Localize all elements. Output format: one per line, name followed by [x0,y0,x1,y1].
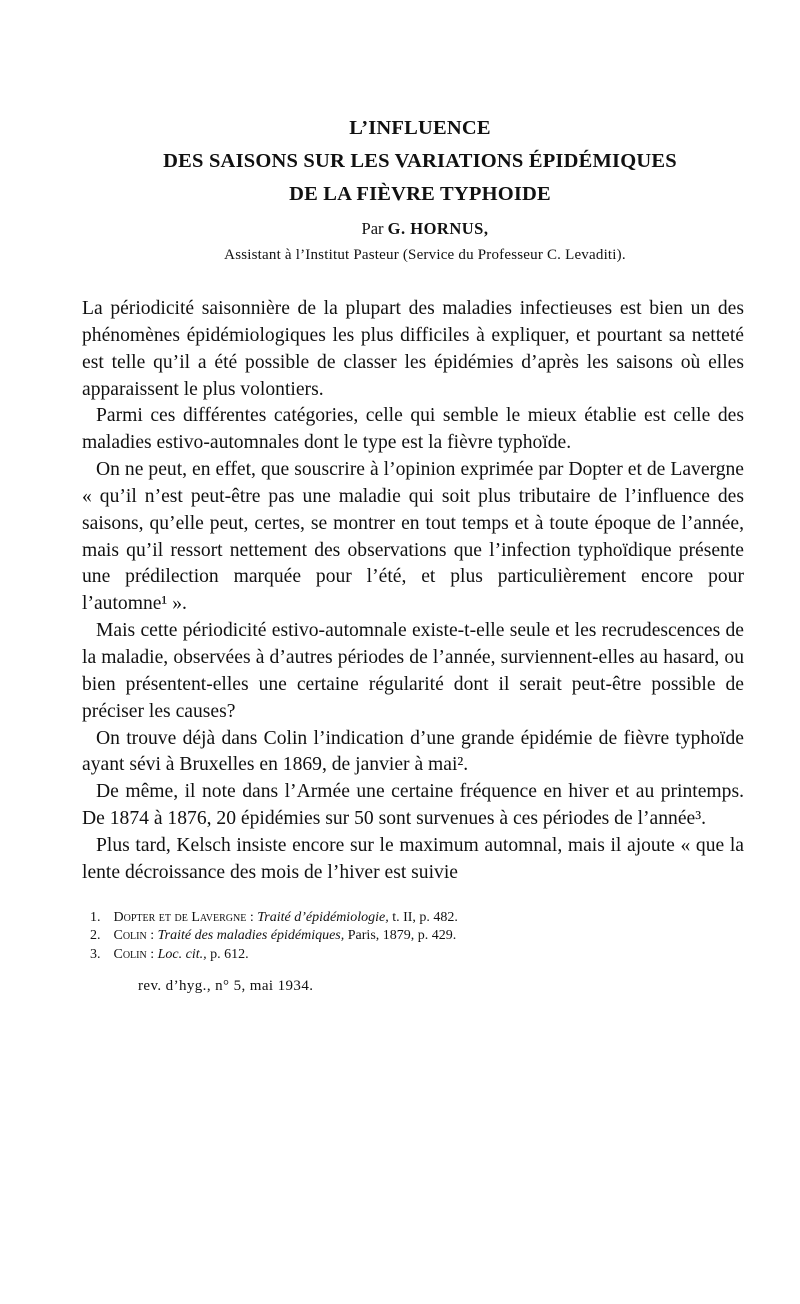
footnote-number: 2. [90,928,101,944]
paragraph-4: Mais cette périodicité estivo-automnale existe-t-elle seule et les recrudescences de la maladie, observées à d’autres périodes de l’année, surviennent-elles au hasard, ou bien présentent-elles une certaine régularité dont il serait peut-être possible de préciser les causes? [82,620,744,722]
byline [106,219,744,239]
paragraph-2: Parmi ces différentes catégories, celle qui semble le mieux établie est celle des maladies estivo-automnales dont le type est la fièvre typhoïde. [82,405,744,454]
paragraph-5: On trouve déjà dans Colin l’indication d’une grande épidémie de fièvre typhoïde ayant sévi à Bruxelles en 1869, de janvier à mai². [82,727,744,776]
footnote-1 [90,909,744,928]
paragraph-3: On ne peut, en effet, que souscrire à l’opinion exprimée par Dopter et de Lavergne « qu’il n’est peut-être pas une maladie qui soit plus tributaire de l’influence des saisons, qu’elle peut, certes, se montrer en tout temps et à toute époque de l’année, mais qu’il ressort nettement des observations que l’infection typhoïdique présente une prédilection marquée pour l’été, et plus particulièrement encore pour l’automne¹ ». [82,459,744,615]
title-line-1: L’INFLUENCE [349,117,491,139]
author-name: G. HORNUS, [387,219,489,238]
article-body [82,296,744,887]
footnote-authors: Dopter et de Lavergne : [113,909,254,925]
paragraph-1: La périodicité saisonnière de la plupart des maladies infectieuses est bien un des phénomènes épidémiologiques les plus difficiles à expliquer, et pourtant sa netteté est telle qu’il a été possible de classer les épidémies d’après les saisons où elles apparaissent le plus volontiers. [82,298,744,400]
footnote-rest: p. 612. [210,946,249,962]
footnote-rest: t. II, p. 482. [392,909,458,925]
footnote-work: Traité des maladies épidémiques, [157,928,345,944]
title-line-3: DE LA FIÈVRE TYPHOIDE [289,183,551,205]
title-line-2: DES SAISONS SUR LES VARIATIONS ÉPIDÉMIQUES [163,150,677,172]
footnote-2 [90,927,744,946]
footnote-3 [90,946,744,965]
footnote-rest: Paris, 1879, p. 429. [347,928,457,944]
paragraph-6: De même, il note dans l’Armée une certaine fréquence en hiver et au printemps. De 1874 à 1876, 20 épidémies sur 50 sont survenues à ces périodes de l’année³. [82,781,744,830]
footnote-number: 3. [90,946,101,962]
byline-prefix: Par [361,219,384,238]
paragraph-7: Plus tard, Kelsch insiste encore sur le maximum automnal, mais il ajoute « que la lente décroissance des mois de l’hiver est suivie [82,834,744,883]
running-footer: rev. d’hyg., n° 5, mai 1934. [138,978,314,995]
footnote-authors: Colin : [113,928,155,944]
page [82,112,744,995]
author-affiliation: Assistant à l’Institut Pasteur (Service du Professeur C. Levaditi). [224,247,626,263]
footnote-work: Traité d’épidémiologie, [257,909,389,925]
article-title [96,112,744,211]
footnotes [82,909,744,965]
footnote-number: 1. [90,909,101,925]
footnote-work: Loc. cit., [157,946,207,962]
footnote-authors: Colin : [113,946,155,962]
